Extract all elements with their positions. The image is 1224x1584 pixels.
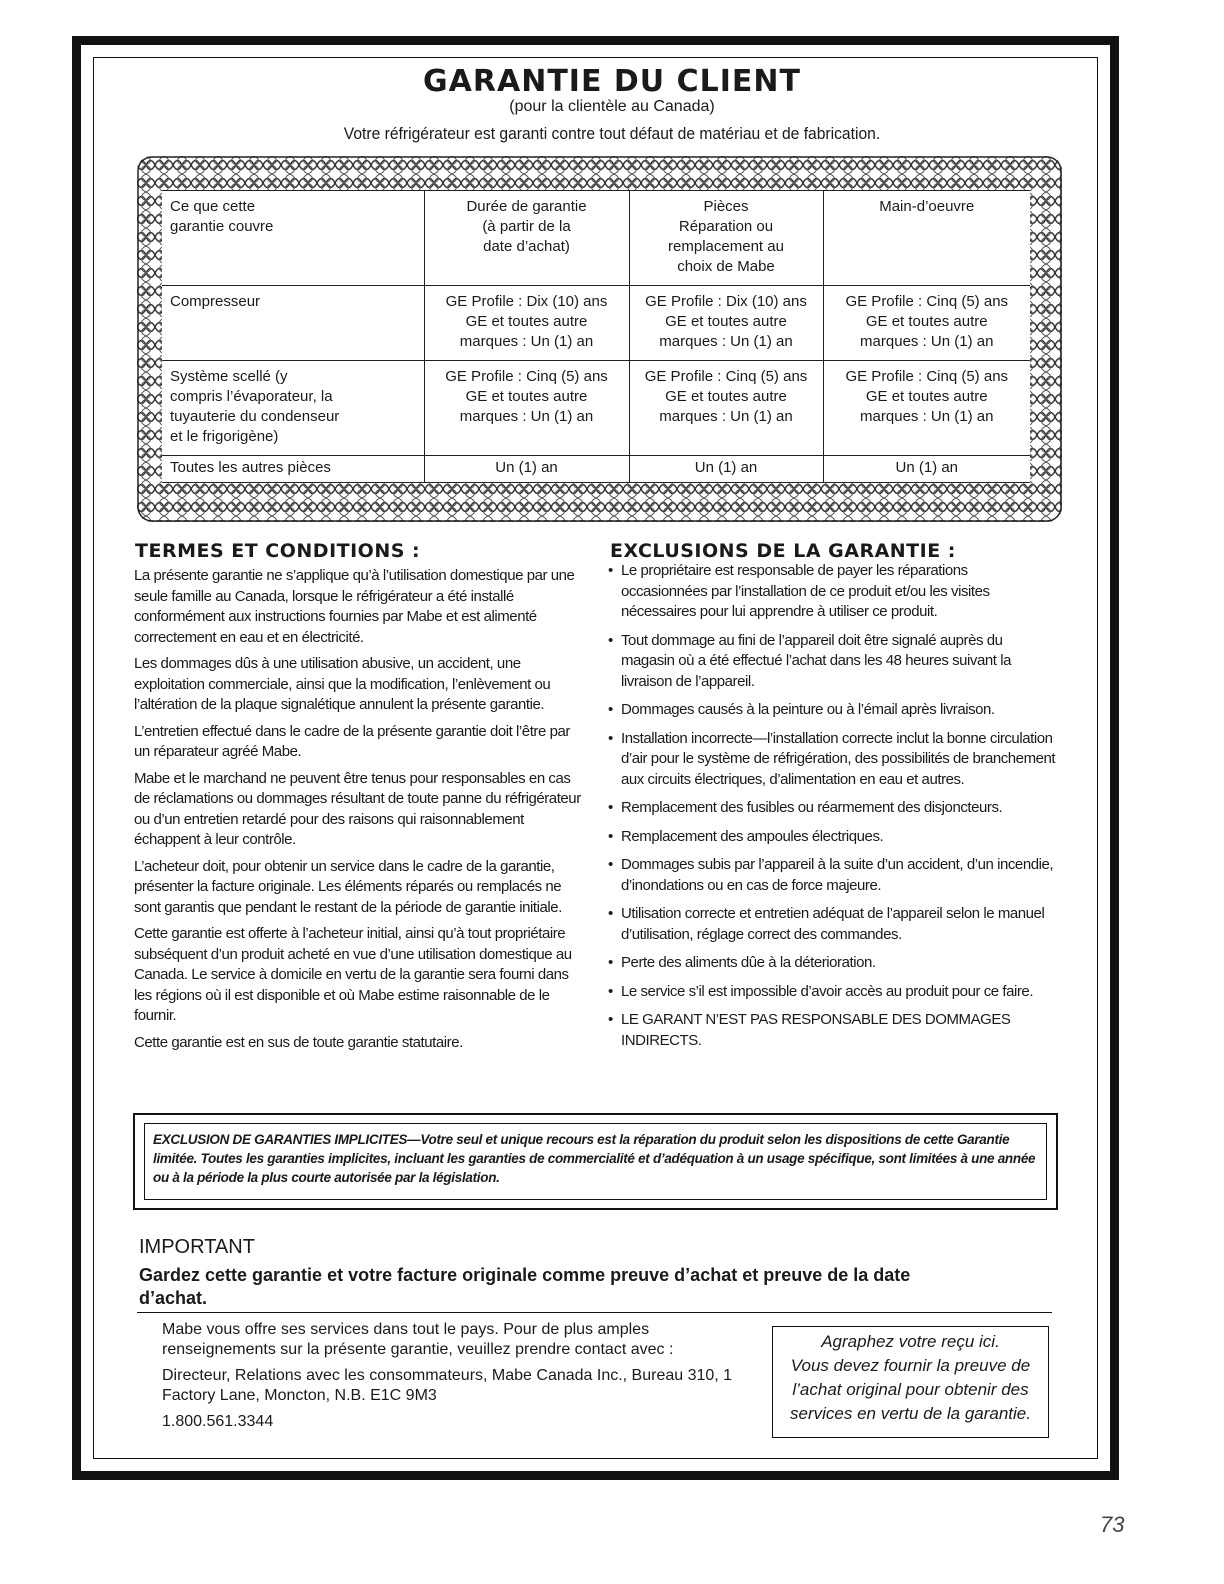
terms-section — [134, 566, 589, 1059]
terms-paragraph: Cette garantie est en sus de toute garantie statutaire. — [134, 1033, 463, 1051]
page-number: 73 — [1100, 1512, 1125, 1537]
terms-title: TERMES ET CONDITIONS : — [135, 540, 421, 562]
table-header-row — [162, 191, 1030, 286]
cell-parts: GE Profile : Cinq (5) ans GE et toutes autre marques : Un (1) an — [629, 361, 823, 456]
header-cell-labor: Main-d’oeuvre — [823, 191, 1030, 286]
list-item: • Installation incorrecte—l’installation correcte inclut la bonne circulation d’air pour le système de réfrigération, des possibilités de branchement aux circuits électriques, d’alimentation en eau et autres. — [608, 729, 1056, 791]
list-item: • Le propriétaire est responsable de payer les réparations occasionnées par l’installation de ce produit et/ou les visites nécessaires pour lui apprendre à utiliser ce produit. — [608, 561, 1056, 623]
list-item: • LE GARANT N’EST PAS RESPONSABLE DES DOMMAGES INDIRECTS. — [608, 1010, 1056, 1051]
page-subtitle: (pour la clientèle au Canada) — [509, 98, 715, 115]
cell-labor: Un (1) an — [823, 456, 1030, 483]
list-item: • Utilisation correcte et entretien adéquat de l’appareil selon le manuel d’utilisation, réglage correct des commandes. — [608, 904, 1056, 945]
implied-exclusion-text: EXCLUSION DE GARANTIES IMPLICITES—Votre seul et unique recours est la réparation du produit selon les dispositions de cette Garantie limitée. Toutes les garanties implicites, incluant les garanties de commercialité et d’adéquation à un usage spécifique, sont limitées à une année ou à la période la plus courte autorisée par la législation. — [144, 1123, 1047, 1200]
table-row — [162, 456, 1030, 483]
list-item: • Le service s’il est impossible d’avoir accès au produit pour ce faire. — [608, 982, 1056, 1003]
warranty-tagline: Votre réfrigérateur est garanti contre tout défaut de matériau et de fabrication. — [343, 124, 881, 143]
cell-item: Toutes les autres pièces — [162, 456, 424, 483]
cell-duration: GE Profile : Dix (10) ans GE et toutes autre marques : Un (1) an — [424, 286, 629, 361]
important-subheading: Gardez cette garantie et votre facture originale comme preuve d’achat et preuve de la date d’achat. — [139, 1265, 911, 1308]
exclusions-title: EXCLUSIONS DE LA GARANTIE : — [610, 540, 956, 562]
terms-paragraph: La présente garantie ne s’applique qu’à l’utilisation domestique par une seule famille au Canada, lorsque le réfrigérateur a été installé conformément aux instructions fournies par Mabe et est alimenté correctement en eau et en électricité. — [134, 567, 575, 646]
cell-item: Système scellé (y compris l’évaporateur, la tuyauterie du condenseur et le frigorigène) — [162, 361, 424, 456]
warranty-table — [162, 190, 1030, 483]
contact-address: Directeur, Relations avec les consommateurs, Mabe Canada Inc., Bureau 310, 1 Factory Lane, Moncton, N.B. E1C 9M3 — [162, 1367, 733, 1404]
cell-parts: GE Profile : Dix (10) ans GE et toutes autre marques : Un (1) an — [629, 286, 823, 361]
cell-duration: GE Profile : Cinq (5) ans GE et toutes autre marques : Un (1) an — [424, 361, 629, 456]
terms-paragraph: Mabe et le marchand ne peuvent être tenus pour responsables en cas de réclamations ou dommages résultant de toute panne du réfrigérateur ou d’un entretien retardé pour des raisons qui raisonnablement échappent à leur contrôle. — [134, 769, 581, 848]
staple-receipt-box: Agraphez votre reçu ici. Vous devez fournir la preuve de l’achat original pour obtenir des services en vertu de la garantie. — [772, 1326, 1049, 1438]
terms-paragraph: Cette garantie est offerte à l’acheteur initial, ainsi qu’à tout propriétaire subséquent d’un produit acheté en vue d’une utilisation domestique au Canada. Le service à domicile en vertu de la garantie sera fourni dans les régions où il est disponible et où Mabe estime raisonnable de le fournir. — [134, 925, 572, 1024]
cell-labor: GE Profile : Cinq (5) ans GE et toutes autre marques : Un (1) an — [823, 286, 1030, 361]
exclusions-list — [608, 561, 1056, 1051]
cell-labor: GE Profile : Cinq (5) ans GE et toutes autre marques : Un (1) an — [823, 361, 1030, 456]
page-title: GARANTIE DU CLIENT — [423, 64, 801, 99]
table-row — [162, 361, 1030, 456]
header-cell-duration: Durée de garantie (à partir de la date d’achat) — [424, 191, 629, 286]
cell-parts: Un (1) an — [629, 456, 823, 483]
list-item: • Tout dommage au fini de l’appareil doit être signalé auprès du magasin où a été effectué l’achat dans les 48 heures suivant la livraison de l’appareil. — [608, 631, 1056, 693]
contact-phone: 1.800.561.3344 — [162, 1413, 274, 1430]
header-cell-parts: Pièces Réparation ou remplacement au choix de Mabe — [629, 191, 823, 286]
terms-paragraph: Les dommages dûs à une utilisation abusive, un accident, une exploitation commerciale, ainsi que la modification, l’enlèvement ou l’altération de la plaque signalétique annulent la présente garantie. — [134, 655, 551, 713]
exclusions-section — [608, 561, 1056, 1059]
list-item: • Dommages subis par l’appareil à la suite d’un accident, d’un incendie, d’inondations ou en cas de force majeure. — [608, 855, 1056, 896]
terms-paragraph: L’acheteur doit, pour obtenir un service dans le cadre de la garantie, présenter la facture originale. Les éléments réparés ou remplacés ne sont garantis que pendant le restant de la période de garantie initiale. — [134, 857, 562, 916]
list-item: • Remplacement des ampoules électriques. — [608, 827, 1056, 848]
cell-item: Compresseur — [162, 286, 424, 361]
contact-info — [162, 1320, 762, 1438]
header-cell-coverage: Ce que cette garantie couvre — [162, 191, 424, 286]
cell-duration: Un (1) an — [424, 456, 629, 483]
divider — [137, 1312, 1052, 1313]
important-heading: IMPORTANT — [139, 1236, 255, 1258]
list-item: • Remplacement des fusibles ou réarmement des disjoncteurs. — [608, 798, 1056, 819]
table-row — [162, 286, 1030, 361]
list-item: • Perte des aliments dûe à la déterioration. — [608, 953, 1056, 974]
contact-intro: Mabe vous offre ses services dans tout le pays. Pour de plus amples renseignements sur la présente garantie, veuillez prendre contact avec : — [162, 1321, 674, 1358]
list-item: • Dommages causés à la peinture ou à l’émail après livraison. — [608, 700, 1056, 721]
terms-paragraph: L’entretien effectué dans le cadre de la présente garantie doit l’être par un réparateur agréé Mabe. — [134, 722, 570, 760]
coverage-table — [162, 190, 1030, 482]
